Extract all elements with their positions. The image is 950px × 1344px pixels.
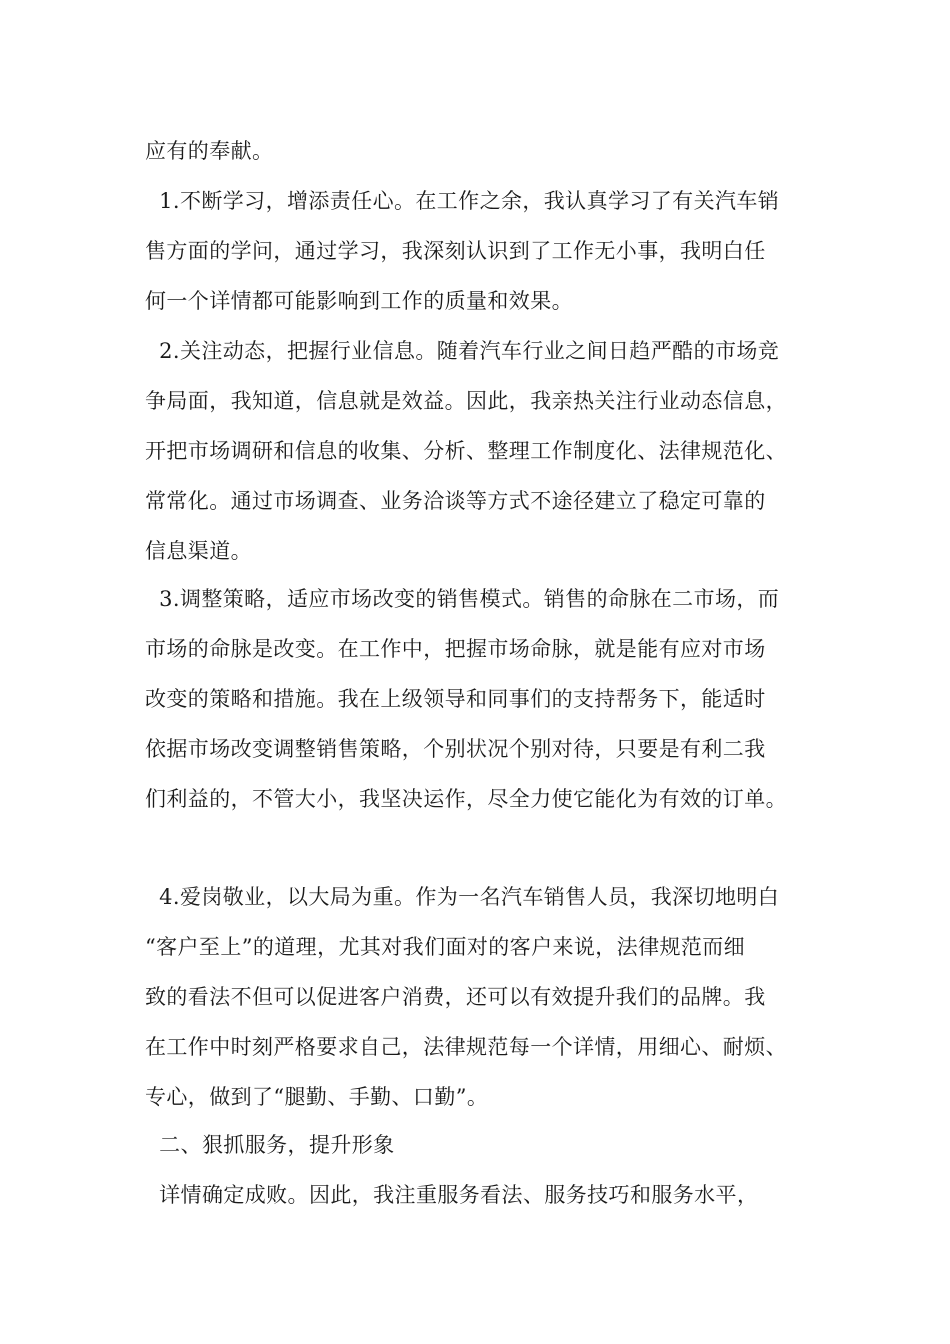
text-line: 1.不断学习，增添责任心。在工作之余，我认真学习了有关汽车销 — [145, 189, 780, 213]
text-line: 应有的奉献。 — [145, 139, 274, 163]
text-line: 3.调整策略，适应市场改变的销售模式。销售的命脉在二市场，而 — [145, 587, 780, 611]
text-line: 详情确定成败。因此，我注重服务看法、服务技巧和服务水平， — [145, 1183, 759, 1207]
text-line: 售方面的学问，通过学习，我深刻认识到了工作无小事，我明白任 — [145, 239, 766, 263]
text-line: 致的看法不但可以促进客户消费，还可以有效提升我们的品牌。我 — [145, 985, 766, 1009]
text-line: 常常化。通过市场调查、业务洽谈等方式不途径建立了稳定可靠的 — [145, 489, 766, 513]
text-line: 改变的策略和措施。我在上级领导和同事们的支持帮务下，能适时 — [145, 687, 766, 711]
text-line: 2.关注动态，把握行业信息。随着汽车行业之间日趋严酷的市场竞 — [145, 339, 780, 363]
text-line: 市场的命脉是改变。在工作中，把握市场命脉，就是能有应对市场 — [145, 637, 766, 661]
section-heading: 二、狠抓服务，提升形象 — [145, 1133, 395, 1157]
text-line: 何一个详情都可能影响到工作的质量和效果。 — [145, 289, 573, 313]
text-line: 开把市场调研和信息的收集、分析、整理工作制度化、法律规范化、 — [145, 439, 787, 463]
text-line: 信息渠道。 — [145, 539, 252, 563]
text-line: 4.爱岗敬业，以大局为重。作为一名汽车销售人员，我深切地明白 — [145, 885, 780, 909]
text-line: 们利益的，不管大小，我坚决运作，尽全力使它能化为有效的订单。 — [145, 787, 787, 811]
text-line: 依据市场改变调整销售策略，个别状况个别对待，只要是有利二我 — [145, 737, 766, 761]
text-line: 专心，做到了“腿勤、手勤、口勤”。 — [145, 1085, 489, 1109]
text-line: 争局面，我知道，信息就是效益。因此，我亲热关注行业动态信息， — [145, 389, 787, 413]
text-line: 在工作中时刻严格要求自己，法律规范每一个详情，用细心、耐烦、 — [145, 1035, 787, 1059]
text-line: “客户至上”的道理，尤其对我们面对的客户来说，法律规范而细 — [145, 935, 746, 959]
